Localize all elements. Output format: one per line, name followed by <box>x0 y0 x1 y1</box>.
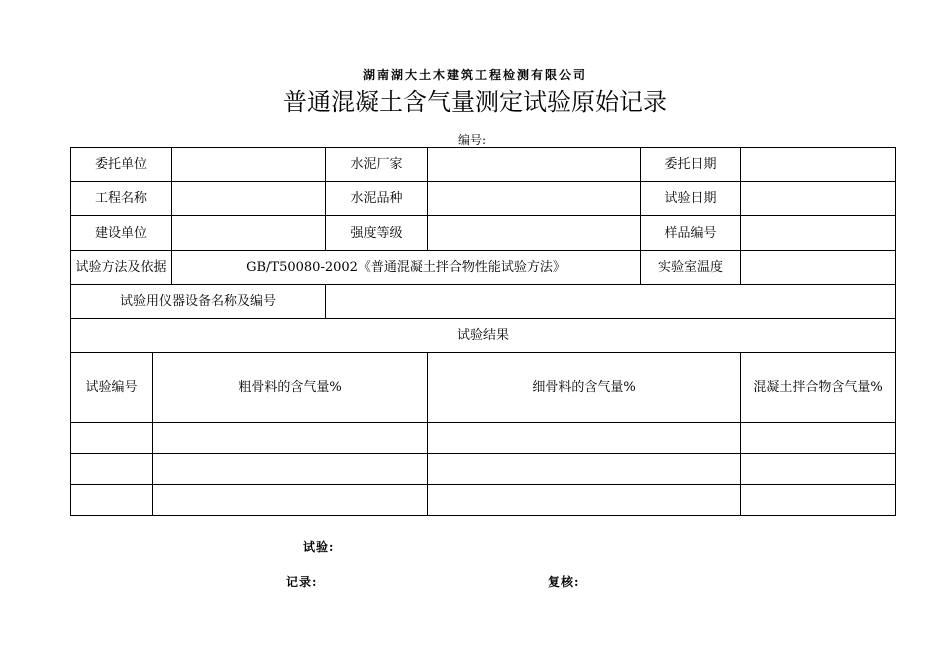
label-lab-temperature: 实验室温度 <box>641 251 741 285</box>
value-lab-temperature[interactable] <box>741 251 896 285</box>
result-cell[interactable] <box>153 485 428 516</box>
recorder-label: 记录: <box>286 575 318 589</box>
label-project-name: 工程名称 <box>71 182 172 216</box>
col-coarse-aggregate: 粗骨料的含气量% <box>153 353 428 423</box>
value-client-unit[interactable] <box>172 148 326 182</box>
value-strength-grade[interactable] <box>428 216 641 251</box>
result-cell[interactable] <box>428 423 741 454</box>
result-cell[interactable] <box>153 454 428 485</box>
result-cell[interactable] <box>741 423 896 454</box>
label-test-method: 试验方法及依据 <box>71 251 172 285</box>
label-test-date: 试验日期 <box>641 182 741 216</box>
record-table <box>70 147 896 516</box>
value-test-method: GB/T50080-2002《普通混凝土拌合物性能试验方法》 <box>172 251 641 285</box>
result-cell[interactable] <box>71 485 153 516</box>
label-strength-grade: 强度等级 <box>326 216 428 251</box>
result-cell[interactable] <box>428 454 741 485</box>
col-concrete-mix: 混凝土拌合物含气量% <box>741 353 896 423</box>
col-test-number: 试验编号 <box>71 353 153 423</box>
label-instruments: 试验用仪器设备名称及编号 <box>71 285 326 319</box>
result-cell[interactable] <box>71 423 153 454</box>
label-sample-no: 样品编号 <box>641 216 741 251</box>
value-cement-type[interactable] <box>428 182 641 216</box>
value-construction-unit[interactable] <box>172 216 326 251</box>
tester-label: 试验: <box>303 540 335 554</box>
doc-number-label: 编号: <box>458 133 487 147</box>
result-cell[interactable] <box>428 485 741 516</box>
value-commission-date[interactable] <box>741 148 896 182</box>
value-instruments[interactable] <box>326 285 896 319</box>
label-commission-date: 委托日期 <box>641 148 741 182</box>
value-cement-maker[interactable] <box>428 148 641 182</box>
reviewer-label: 复核: <box>548 575 580 589</box>
label-cement-type: 水泥品种 <box>326 182 428 216</box>
col-fine-aggregate: 细骨料的含气量% <box>428 353 741 423</box>
result-cell[interactable] <box>71 454 153 485</box>
label-construction-unit: 建设单位 <box>71 216 172 251</box>
label-cement-maker: 水泥厂家 <box>326 148 428 182</box>
value-test-date[interactable] <box>741 182 896 216</box>
result-cell[interactable] <box>153 423 428 454</box>
company-name: 湖南湖大土木建筑工程检测有限公司 <box>362 68 587 82</box>
result-cell[interactable] <box>741 454 896 485</box>
result-cell[interactable] <box>741 485 896 516</box>
results-heading: 试验结果 <box>71 319 896 353</box>
label-client-unit: 委托单位 <box>71 148 172 182</box>
value-sample-no[interactable] <box>741 216 896 251</box>
value-project-name[interactable] <box>172 182 326 216</box>
page-title: 普通混凝土含气量测定试验原始记录 <box>283 88 667 116</box>
